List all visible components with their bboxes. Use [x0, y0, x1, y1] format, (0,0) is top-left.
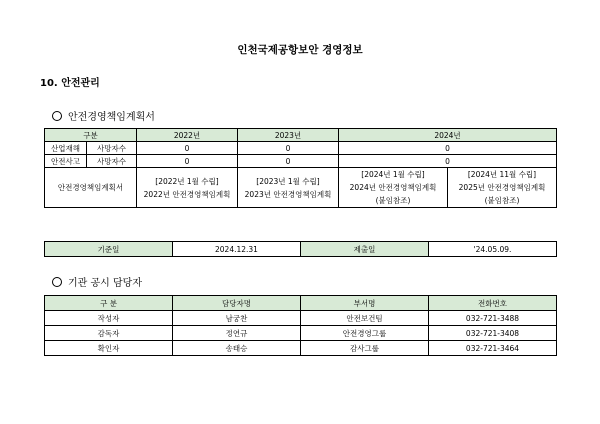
doc-label-cell: 안전경영책임계획서: [45, 168, 137, 208]
base-date-label: 기준일: [45, 242, 173, 257]
table-header-row: [45, 296, 557, 311]
role-cell: 확인자: [45, 341, 173, 356]
doc-line: (붙임참조): [375, 196, 411, 205]
header-cell: 2023년: [238, 129, 339, 142]
header-cell: 2022년: [137, 129, 238, 142]
doc-cell: [238, 168, 339, 208]
phone-cell: 032-721-3464: [429, 341, 557, 356]
dept-cell: 감사그룹: [301, 341, 429, 356]
dept-cell: 안전경영그룹: [301, 326, 429, 341]
table-row: [45, 168, 557, 208]
item-cell: 사망자수: [87, 155, 137, 168]
value-cell: 0: [137, 142, 238, 155]
name-cell: 송태승: [173, 341, 301, 356]
doc-line: 2024년 안전경영책임계획: [349, 183, 437, 192]
safety-plan-table: [44, 128, 557, 208]
header-cell: 구 분: [45, 296, 173, 311]
doc-line: 2023년 안전경영책임계획: [244, 189, 332, 199]
contacts-subheading: [52, 274, 142, 289]
circle-bullet-icon: [52, 277, 62, 287]
value-cell: 0: [238, 155, 339, 168]
base-date-value: 2024.12.31: [173, 242, 301, 257]
table-row: [45, 311, 557, 326]
section-heading: 10. 안전관리: [40, 78, 100, 89]
header-cell: 2024년: [339, 129, 557, 142]
doc-cell: [137, 168, 238, 208]
category-cell: 안전사고: [45, 155, 87, 168]
doc-line: [2023년 1월 수립]: [256, 176, 320, 186]
table-row: [45, 155, 557, 168]
table-row: [45, 341, 557, 356]
dates-table: [44, 241, 557, 257]
header-cell: 부서명: [301, 296, 429, 311]
phone-cell: 032-721-3408: [429, 326, 557, 341]
doc-line: 2025년 안전경영책임계획: [458, 183, 546, 192]
submit-date-value: '24.05.09.: [429, 242, 557, 257]
category-cell: 산업재해: [45, 142, 87, 155]
circle-bullet-icon: [52, 111, 62, 121]
doc-cell: [339, 168, 448, 208]
value-cell: 0: [339, 155, 557, 168]
header-cell: 전화번호: [429, 296, 557, 311]
doc-line: [2022년 1월 수립]: [155, 176, 219, 186]
doc-line: 2022년 안전경영책임계획: [143, 189, 231, 199]
phone-cell: 032-721-3488: [429, 311, 557, 326]
doc-cell: [448, 168, 557, 208]
plan-heading-text: 안전경영책임계획서: [68, 112, 155, 123]
value-cell: 0: [137, 155, 238, 168]
submit-date-label: 제출일: [301, 242, 429, 257]
page-title: 인천국제공항보안 경영정보: [237, 44, 363, 56]
name-cell: 남궁찬: [173, 311, 301, 326]
value-cell: 0: [339, 142, 557, 155]
doc-line: [2024년 1월 수립]: [361, 170, 425, 179]
table-row: [45, 242, 557, 257]
item-cell: 사망자수: [87, 142, 137, 155]
name-cell: 정연규: [173, 326, 301, 341]
table-row: [45, 142, 557, 155]
contacts-heading-text: 기관 공시 담당자: [68, 278, 142, 289]
value-cell: 0: [238, 142, 339, 155]
dept-cell: 안전보건팀: [301, 311, 429, 326]
table-header-row: [45, 129, 557, 142]
plan-subheading: [52, 108, 155, 123]
table-row: [45, 326, 557, 341]
contacts-table: [44, 295, 557, 356]
role-cell: 작성자: [45, 311, 173, 326]
header-cell: 구분: [45, 129, 137, 142]
doc-line: [2024년 11월 수립]: [467, 170, 537, 179]
header-cell: 담당자명: [173, 296, 301, 311]
role-cell: 감독자: [45, 326, 173, 341]
doc-line: (붙임참조): [484, 196, 520, 205]
